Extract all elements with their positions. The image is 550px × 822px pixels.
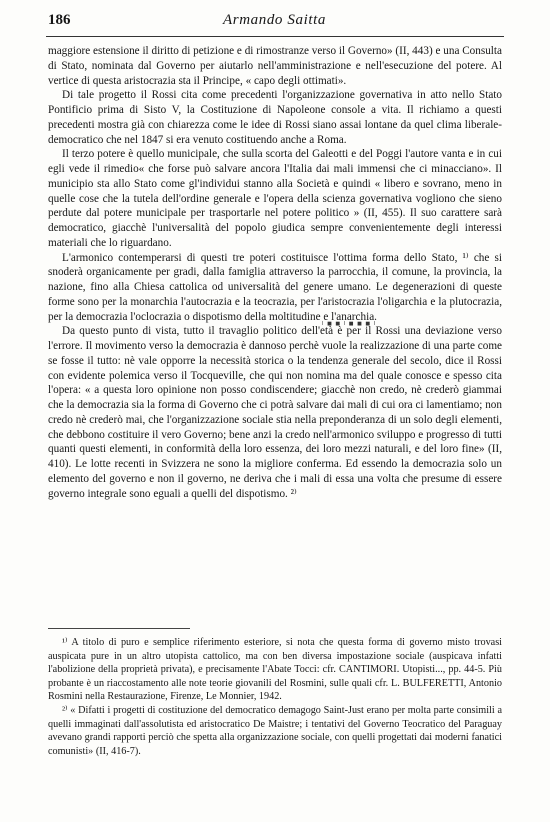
header-rule bbox=[46, 36, 504, 37]
paragraph-4: L'armonico contemperarsi di questi tre poteri costituisce l'ottima forma dello Stato, ¹⁾ che si snoderà organicamente per gradi, dalla famiglia attraverso la parrocchia, il comune, la provincia, la nazione, fino alla Chiesa cattolica od universalità del genere umano. Le degenerazioni di queste forme sono per la monarchia l'autocrazia e la teocrazia, per l'aristocrazia l'oligarchia e la plutocrazia, per la democrazia l'oclocrazia o dispotismo della moltitudine e l'anarchia. bbox=[48, 251, 502, 323]
paragraph-1: maggiore estensione il diritto di petizione e di rimostranze verso il Governo» (II, 443) e una Consulta di Stato, nominata dal Governo per aiutarlo nell'amministrazione e nell'esecuzione del potere. Al vertice di questa aristocrazia sta il Principe, « capo degli ottimati». bbox=[48, 45, 502, 87]
page-number: 186 bbox=[48, 12, 71, 28]
footnote-separator bbox=[48, 628, 190, 629]
footnotes bbox=[48, 636, 502, 758]
library-stamp: I ■ ■ I ■ ■ ■ I bbox=[322, 321, 377, 327]
paragraph-3: Il terzo potere è quello municipale, che sulla scorta del Galeotti e del Poggi l'autore vanta e in cui egli vede il rimedio« che forse può salvare ancora l'Italia dai mali immensi che ci minacciano». Il municipio sta allo Stato come gl'individui stanno alla Società e quindi « libero e sovrano, meno in quelle cose che la tutela dell'ordine generale e l'opera della scienza governativa vogliono che sieno perdute dal potere municipale per trasportarle nel potere politico » (II, 455). Il suo carattere sarà democratico, giacchè l'universalità del popolo giudica sempre convenientemente degli interessi materiali che lo riguardano. bbox=[48, 148, 502, 249]
page-header bbox=[48, 12, 501, 34]
body-text bbox=[48, 44, 502, 501]
footnote-2: ²⁾ « Difatti i progetti di costituzione del democratico demagogo Saint-Just erano per molta parte consimili a quelli immaginati dall'assolutista ed aristocratico De Maistre; i tentativi del Governo Teocratico del Paraguay avevano grandi rapporti perciò che spetta alla organizzazione sociale, con quelli progettati dai moderni fanatici comunisti» (II, 416-7). bbox=[48, 704, 502, 757]
footnote-1: ¹⁾ A titolo di puro e semplice riferimento esteriore, si nota che questa forma di governo misto trovasi auspicata pure in un altro utopista cattolico, ma con ben diversa impostazione sociale (auspicava infatti l'abolizione della proprietà privata), e precisamente l'Abate Tocci: cfr. CANTIMORI. Utopisti..., pp. 44-5. Più probante è un riaccostamento alle note teorie giovanili del Rosmini, sulle quali cfr. L. BULFERETTI, Antonio Rosmini nella Restaurazione, Firenze, Le Monnier, 1942. bbox=[48, 637, 502, 703]
paragraph-2: Di tale progetto il Rossi cita come precedenti l'organizzazione governativa in atto nello Stato Pontificio prima di Sisto V, la Costituzione di Napoleone console a vita. Il richiamo a questi precedenti mostra già con chiarezza come le idee di Rossi siano assai lontane da quel clima liberale-democratico che nel 1847 si era venuto costituendo anche a Roma. bbox=[48, 89, 502, 146]
paragraph-5: Da questo punto di vista, tutto il travaglio politico dell'età è per il Rossi una deviazione verso l'errore. Il movimento verso la democrazia è dannoso perchè vuole la realizzazione di una parte come se fosse il tutto: nè vale opporre la necessità storica o la tendenza generale del secolo, dice il Rossi con evidente polemica verso il Tocqueville, che qui non nomina ma del quale conosce e spesso cita l'opera: « a questa loro opinione non posso condiscendere; giacchè non credo, nè crederò giammai che la democrazia sia la forma di Governo che ci potrà salvare dai mali di cui ora ci lamentiamo; non credo nè crederò mai, che l'organizzazione sociale stia nella preponderanza di un solo degli elementi, che debbono costituire il vero Governo; bene anzi la credo nell'armonico sviluppo e progresso di tutti quanti questi elementi, in conformità della loro essenza, dei loro mezzi naturali, e del loro fine» (II, 410). Le lotte recenti in Svizzera ne sono la migliore conferma. Ed essendo la democrazia solo un elemento del governo e non il governo, ne deriva che i mali di essa una volta che presume di essere governo integrale sono eguali a quelli del dispotismo. ²⁾ bbox=[48, 325, 502, 500]
running-head: Armando Saitta bbox=[223, 12, 326, 28]
